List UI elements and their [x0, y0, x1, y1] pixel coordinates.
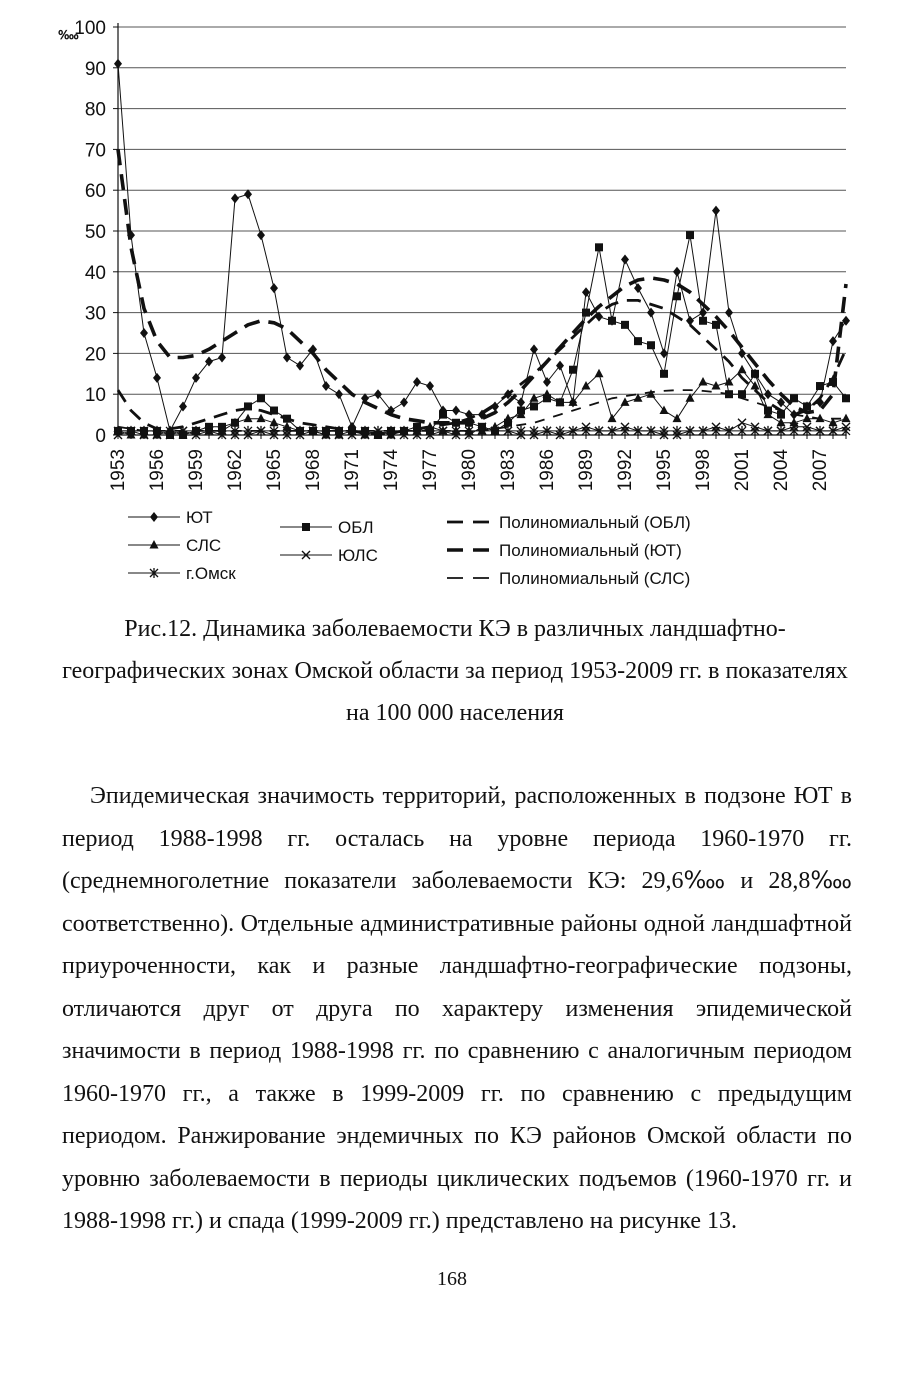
- data-point: [491, 401, 499, 411]
- data-point: [647, 308, 655, 318]
- data-point: [842, 394, 850, 402]
- legend-item: [280, 518, 374, 537]
- data-point: [621, 321, 629, 329]
- data-point: [517, 397, 525, 407]
- y-tick-label: 80: [84, 99, 106, 121]
- data-point: [699, 377, 708, 386]
- legend-label: г.Омск: [186, 564, 236, 583]
- data-point: [465, 419, 473, 427]
- series-line: [118, 64, 846, 431]
- legend-item: [447, 513, 691, 532]
- data-point: [179, 401, 187, 411]
- x-tick-label: 1965: [264, 449, 285, 492]
- y-tick-label: 100: [74, 18, 106, 39]
- data-point: [777, 418, 786, 427]
- data-point: [530, 344, 538, 354]
- data-point: [647, 341, 655, 349]
- legend-item: [128, 564, 236, 583]
- data-point: [673, 414, 682, 423]
- y-tick-label: 20: [84, 344, 106, 366]
- legend-item: [447, 541, 682, 560]
- data-point: [439, 411, 447, 419]
- data-point: [140, 328, 148, 338]
- x-tick-label: 1968: [303, 449, 324, 492]
- data-point: [335, 389, 343, 399]
- data-point: [803, 414, 812, 423]
- data-point: [842, 316, 850, 326]
- page-number: 168: [437, 1268, 467, 1290]
- data-point: [530, 402, 538, 410]
- data-point: [738, 390, 746, 398]
- legend-marker: [150, 512, 158, 522]
- data-point: [738, 365, 747, 374]
- data-point: [244, 414, 253, 423]
- data-point: [712, 321, 720, 329]
- data-point: [231, 193, 239, 203]
- data-point: [218, 352, 226, 362]
- data-point: [842, 414, 851, 423]
- legend-marker: [302, 523, 310, 531]
- data-point: [608, 317, 616, 325]
- x-tick-label: 1977: [420, 449, 441, 492]
- data-point: [153, 373, 161, 383]
- data-point: [257, 230, 265, 240]
- data-point: [114, 59, 122, 69]
- x-tick-label: 1995: [654, 449, 675, 492]
- y-tick-label: 40: [84, 262, 106, 284]
- x-tick-label: 1980: [459, 449, 480, 492]
- chart-legend: [128, 508, 691, 588]
- x-tick-label: 1974: [381, 449, 402, 492]
- data-point: [777, 411, 785, 419]
- data-point: [582, 287, 590, 297]
- y-tick-label: 10: [84, 385, 106, 407]
- data-point: [426, 381, 434, 391]
- data-point: [686, 231, 694, 239]
- data-point: [803, 402, 811, 410]
- data-point: [244, 402, 252, 410]
- data-point: [582, 309, 590, 317]
- legend-item: [128, 536, 221, 555]
- x-tick-label: 1992: [615, 449, 636, 492]
- incidence-chart: [0, 0, 904, 610]
- y-tick-label: 90: [84, 58, 106, 80]
- data-point: [699, 317, 707, 325]
- legend-marker: [150, 540, 159, 549]
- caption-line-3: на 100 000 населения: [346, 700, 564, 726]
- series-ЮТ: [114, 59, 850, 436]
- data-point: [595, 369, 604, 378]
- x-tick-label: 2007: [810, 449, 831, 492]
- legend-label: Полиномиальный (СЛС): [499, 569, 691, 588]
- caption-line-2: географических зонах Омской области за период 1953-2009 гг. в показателях: [62, 658, 848, 684]
- legend-label: ЮЛС: [338, 546, 378, 565]
- data-series: [114, 59, 851, 439]
- data-point: [244, 189, 252, 199]
- x-tick-label: 2001: [732, 449, 753, 492]
- y-tick-label: 30: [84, 303, 106, 325]
- data-point: [270, 407, 278, 415]
- data-point: [634, 337, 642, 345]
- x-tick-label: 1986: [537, 449, 558, 492]
- legend-label: СЛС: [186, 536, 222, 555]
- data-point: [413, 377, 421, 387]
- body-text: [62, 775, 852, 1243]
- data-point: [452, 419, 460, 427]
- x-tick-label: 2004: [771, 449, 792, 492]
- data-point: [673, 267, 681, 277]
- data-point: [725, 390, 733, 398]
- legend-item: [280, 546, 378, 565]
- data-point: [283, 352, 291, 362]
- x-tick-label: 1959: [186, 449, 207, 492]
- data-point: [257, 414, 266, 423]
- data-point: [595, 243, 603, 251]
- data-point: [738, 419, 746, 427]
- data-point: [569, 366, 577, 374]
- y-unit-label: ‱: [58, 28, 79, 42]
- x-tick-label: 1998: [693, 449, 714, 492]
- caption-line-1: Рис.12. Динамика заболеваемости КЭ в различных ландшафтно-: [124, 616, 786, 642]
- series-line: [118, 235, 846, 435]
- data-point: [816, 382, 824, 390]
- x-tick-label: 1953: [108, 449, 129, 492]
- data-point: [582, 381, 591, 390]
- x-tick-label: 1956: [147, 449, 168, 492]
- series-ОБЛ: [114, 231, 850, 439]
- y-tick-label: 0: [95, 426, 106, 447]
- paragraph: Эпидемическая значимость территорий, расположенных в подзоне ЮТ в период 1988-1998 гг. осталась на уровне периода 1960-1970 гг. (среднемноголетние показатели заболеваемости КЭ: 29,6‱ и 28,8‱ соответственно). Отдельные административные районы одной ландшафтной приуроченности, как и разные ландшафтно-географические подзоны, отличаются друг от друга по характеру изменения эпидемической значимости в период 1988-1998 гг. по сравнению с аналогичным периодом 1960-1970 гг., а также в 1999-2009 гг. по сравнению с предыдущим периодом. Ранжирование эндемичных по КЭ районов Омской области по уровню заболеваемости в периоды циклических подъемов (1960-1970 гг. и 1988-1998 гг.) и спада (1999-2009 гг.) представлено на рисунке 13.: [62, 783, 852, 1234]
- data-point: [660, 370, 668, 378]
- data-point: [283, 415, 291, 423]
- legend-item: [128, 508, 213, 527]
- legend-label: Полиномиальный (ЮТ): [499, 541, 682, 560]
- y-tick-label: 50: [84, 222, 106, 243]
- data-point: [751, 370, 759, 378]
- data-point: [270, 283, 278, 293]
- data-point: [634, 283, 642, 293]
- data-point: [712, 206, 720, 216]
- x-tick-label: 1989: [576, 449, 597, 492]
- x-tick-label: 1971: [342, 449, 363, 492]
- legend-label: ОБЛ: [338, 518, 374, 537]
- legend-item: [447, 569, 690, 588]
- x-tick-label: 1983: [498, 449, 519, 492]
- data-point: [686, 316, 694, 326]
- data-point: [790, 394, 798, 402]
- data-point: [257, 394, 265, 402]
- data-point: [543, 389, 552, 398]
- y-tick-label: 60: [84, 181, 106, 203]
- data-point: [621, 255, 629, 265]
- x-tick-label: 1962: [225, 449, 246, 492]
- data-point: [725, 308, 733, 318]
- y-tick-label: 70: [84, 140, 106, 162]
- data-point: [322, 381, 330, 391]
- legend-label: ЮТ: [186, 508, 213, 527]
- data-point: [595, 312, 603, 322]
- data-point: [452, 406, 460, 416]
- figure-caption: [55, 608, 855, 734]
- data-point: [673, 292, 681, 300]
- legend-label: Полиномиальный (ОБЛ): [499, 513, 691, 532]
- data-point: [829, 378, 837, 386]
